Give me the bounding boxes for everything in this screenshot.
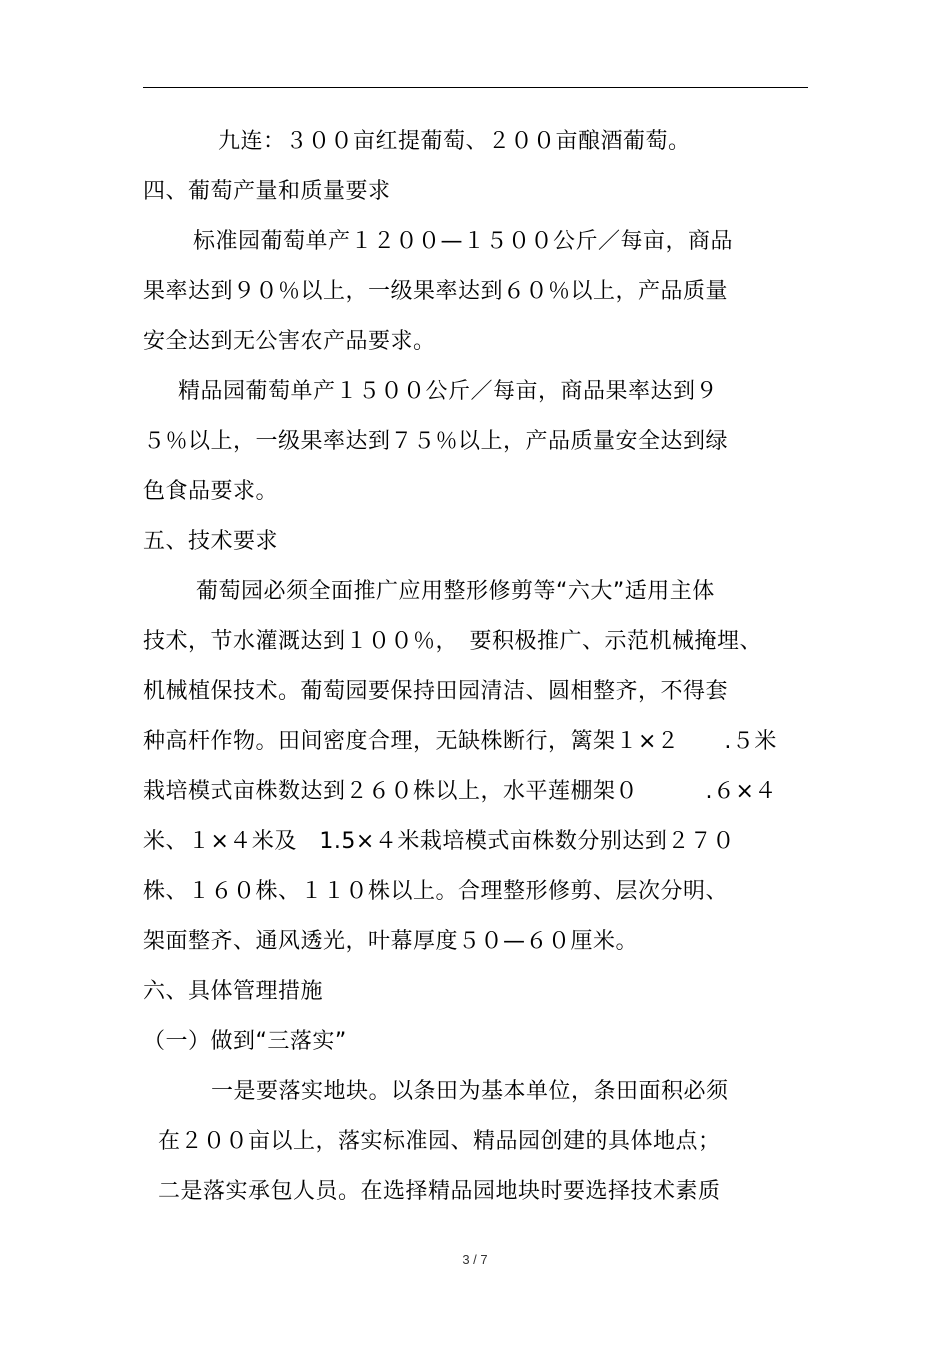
text-line: 精品园葡萄单产１５００公斤／每亩，商品果率达到９ bbox=[178, 379, 719, 404]
page-number: 3 / 7 bbox=[462, 1252, 488, 1267]
header-rule bbox=[143, 87, 808, 88]
text-line: 在２００亩以上，落实标准园、精品园创建的具体地点； bbox=[158, 1129, 721, 1154]
text-line: 技术，节水灌溉达到１００％， 要积极推广、示范机械掩埋、 bbox=[143, 629, 763, 654]
text-line: 二是落实承包人员。在选择精品园地块时要选择技术素质 bbox=[158, 1179, 721, 1204]
subsection-heading: （一）做到“三落实” bbox=[143, 1029, 347, 1054]
text-line: 米、１×４米及 1.5×４米栽培模式亩株数分别达到２７０ bbox=[143, 829, 735, 854]
text-line: 安全达到无公害农产品要求。 bbox=[143, 329, 436, 354]
text-line: 标准园葡萄单产１２００—１５００公斤／每亩，商品 bbox=[193, 229, 734, 254]
text-line: 一是要落实地块。以条田为基本单位，条田面积必须 bbox=[211, 1079, 729, 1104]
section-heading: 五、技术要求 bbox=[143, 529, 279, 554]
text-line: 种高杆作物。田间密度合理，无缺株断行，篱架１×２ .５米 bbox=[143, 729, 777, 754]
text-line: 葡萄园必须全面推广应用整形修剪等“六大”适用主体 bbox=[196, 579, 715, 604]
text-line: 栽培模式亩株数达到２６０株以上，水平莲棚架０ .６×４ bbox=[143, 779, 777, 804]
text-line: 果率达到９０％以上，一级果率达到６０％以上，产品质量 bbox=[143, 279, 729, 304]
text-line: 色食品要求。 bbox=[143, 479, 279, 504]
text-line: 九连：３００亩红提葡萄、２００亩酿酒葡萄。 bbox=[218, 129, 691, 154]
text-line: 株、１６０株、１１０株以上。合理整形修剪、层次分明、 bbox=[143, 879, 729, 904]
text-line: 机械植保技术。葡萄园要保持田园清洁、圆相整齐，不得套 bbox=[143, 679, 729, 704]
text-line: 架面整齐、通风透光，叶幕厚度５０—６０厘米。 bbox=[143, 929, 639, 954]
section-heading: 四、葡萄产量和质量要求 bbox=[143, 179, 391, 204]
section-heading: 六、具体管理措施 bbox=[143, 979, 324, 1004]
text-line: ５％以上，一级果率达到７５％以上，产品质量安全达到绿 bbox=[143, 429, 729, 454]
